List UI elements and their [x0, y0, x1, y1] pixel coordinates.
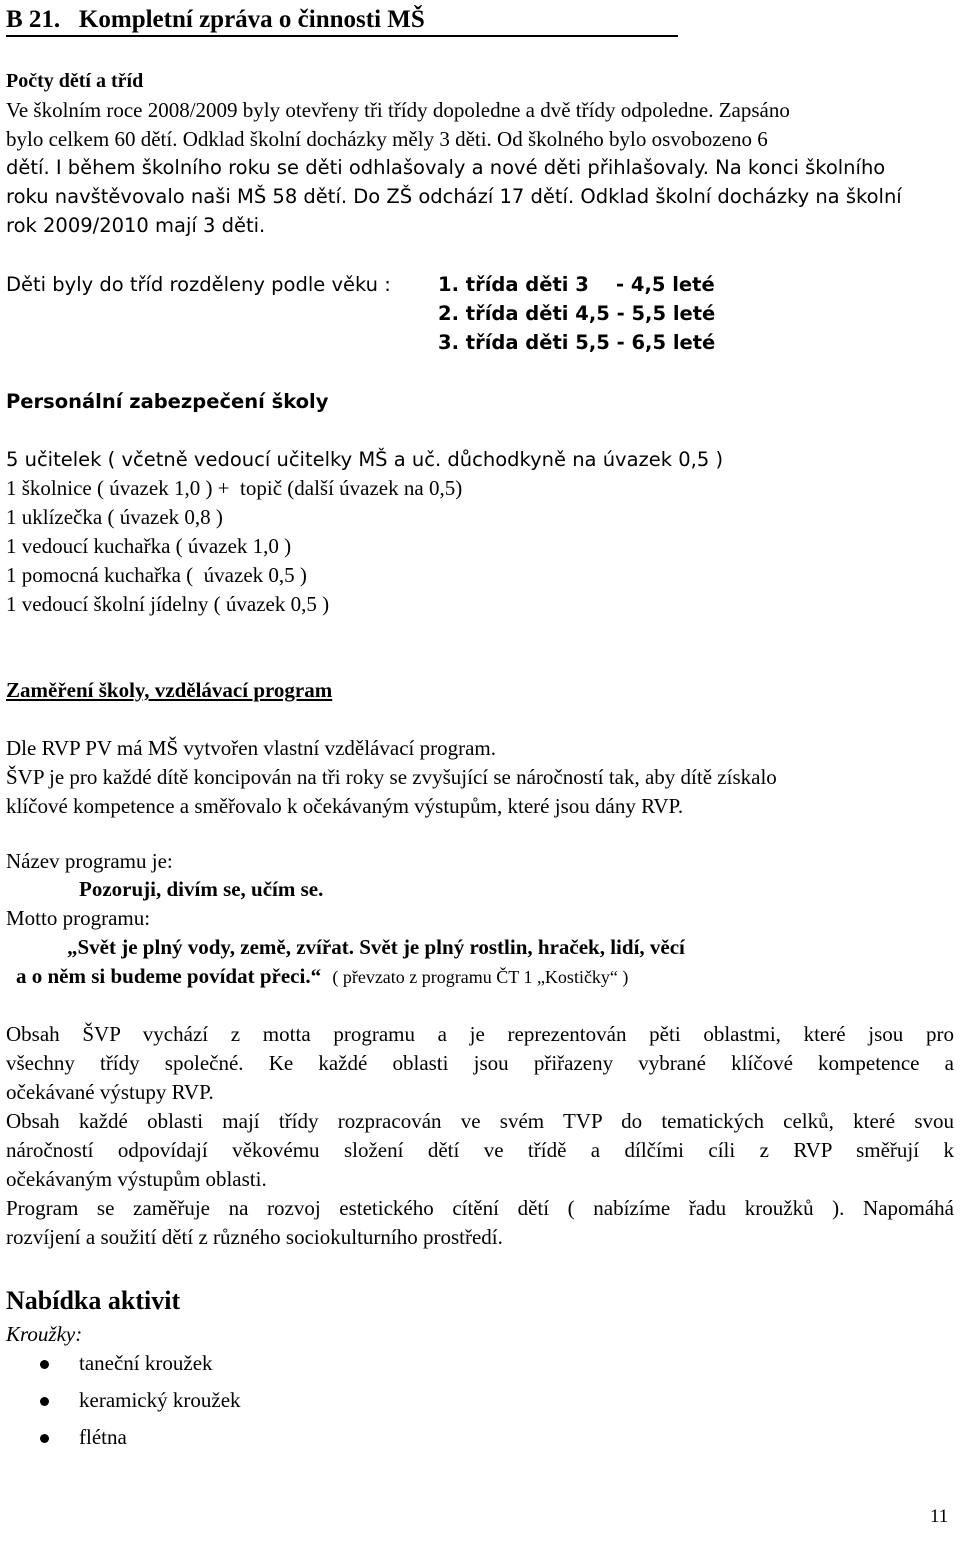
counts-heading: Počty dětí a tříd	[6, 70, 144, 92]
staff-heading: Personální zabezpečení školy	[6, 390, 329, 413]
content-line: náročností odpovídají věkovému složení dětí ve třídě a dílčími cíli z RVP směřují k	[6, 1138, 954, 1162]
motto-line-2	[16, 964, 628, 989]
motto-line: a o něm si budeme povídat přeci.“	[16, 964, 322, 988]
counts-line: Ve školním roce 2008/2009 byly otevřeny tři třídy dopoledne a dvě třídy odpoledne. Zapsáno	[6, 98, 790, 122]
counts-line: bylo celkem 60 dětí. Odklad školní docházky měly 3 děti. Od školného bylo osvobozeno 6	[6, 127, 768, 151]
classes-intro: Děti byly do tříd rozděleny podle věku :	[6, 273, 391, 296]
program-name-label: Název programu je:	[6, 849, 173, 873]
club-item: taneční kroužek	[79, 1351, 213, 1375]
staff-item: 1 školnice ( úvazek 1,0 ) + topič (další úvazek na 0,5)	[6, 476, 463, 500]
motto-line: „Svět je plný vody, země, zvířat. Svět je plný rostlin, hraček, lidí, věcí	[67, 935, 685, 959]
motto-label: Motto programu:	[6, 906, 151, 930]
bullet-icon	[40, 1397, 49, 1406]
class-item: 2. třída děti 4,5 - 5,5 leté	[438, 302, 716, 325]
staff-item: 1 uklízečka ( úvazek 0,8 )	[6, 505, 223, 529]
staff-item: 5 učitelek ( včetně vedoucí učitelky MŠ a uč. důchodkyně na úvazek 0,5 )	[6, 448, 724, 471]
program-name: Pozoruji, divím se, učím se.	[79, 877, 324, 901]
content-line: všechny třídy společné. Ke každé oblasti jsou přiřazeny vybrané klíčové kompetence a	[6, 1051, 954, 1075]
bullet-icon	[40, 1434, 49, 1443]
class-item: 1. třída děti 3 - 4,5 leté	[438, 273, 715, 296]
focus-line: ŠVP je pro každé dítě koncipován na tři roky se zvyšující se náročností tak, aby dítě získalo	[6, 765, 777, 789]
club-item: flétna	[79, 1425, 127, 1449]
content-line: Obsah každé oblasti mají třídy rozpracován ve svém TVP do tematických celků, které svou	[6, 1109, 954, 1133]
section-title: B 21. Kompletní zpráva o činnosti MŠ	[6, 6, 678, 37]
clubs-label: Kroužky:	[6, 1322, 83, 1346]
class-item: 3. třída děti 5,5 - 6,5 leté	[438, 331, 716, 354]
content-line: Obsah ŠVP vychází z motta programu a je reprezentován pěti oblastmi, které jsou pro	[6, 1022, 954, 1046]
club-item: keramický kroužek	[79, 1388, 241, 1412]
focus-heading: Zaměření školy, vzdělávací program	[6, 678, 333, 702]
counts-line: rok 2009/2010 mají 3 děti.	[6, 214, 266, 237]
activities-heading: Nabídka aktivit	[6, 1286, 181, 1315]
motto-source: ( převzato z programu ČT 1 „Kostičky“ )	[332, 967, 629, 987]
staff-item: 1 vedoucí školní jídelny ( úvazek 0,5 )	[6, 592, 330, 616]
content-line: očekávaným výstupům oblasti.	[6, 1167, 267, 1191]
page-number: 11	[930, 1506, 949, 1527]
content-line: Program se zaměřuje na rozvoj estetického cítění dětí ( nabízíme řadu kroužků ). Napomáhá	[6, 1196, 954, 1220]
focus-line: klíčové kompetence a směřovalo k očekávaným výstupům, které jsou dány RVP.	[6, 794, 684, 818]
counts-line: roku navštěvovalo naši MŠ 58 dětí. Do ZŠ odchází 17 dětí. Odklad školní docházky na školní	[6, 185, 902, 208]
staff-item: 1 pomocná kuchařka ( úvazek 0,5 )	[6, 563, 307, 587]
counts-line: dětí. I během školního roku se děti odhlašovaly a nové děti přihlašovaly. Na konci školního	[6, 156, 886, 179]
content-line: rozvíjení a soužití dětí z různého sociokulturního prostředí.	[6, 1225, 503, 1249]
content-line: očekávané výstupy RVP.	[6, 1080, 214, 1104]
focus-line: Dle RVP PV má MŠ vytvořen vlastní vzdělávací program.	[6, 736, 496, 760]
staff-item: 1 vedoucí kuchařka ( úvazek 1,0 )	[6, 534, 292, 558]
bullet-icon	[40, 1360, 49, 1369]
